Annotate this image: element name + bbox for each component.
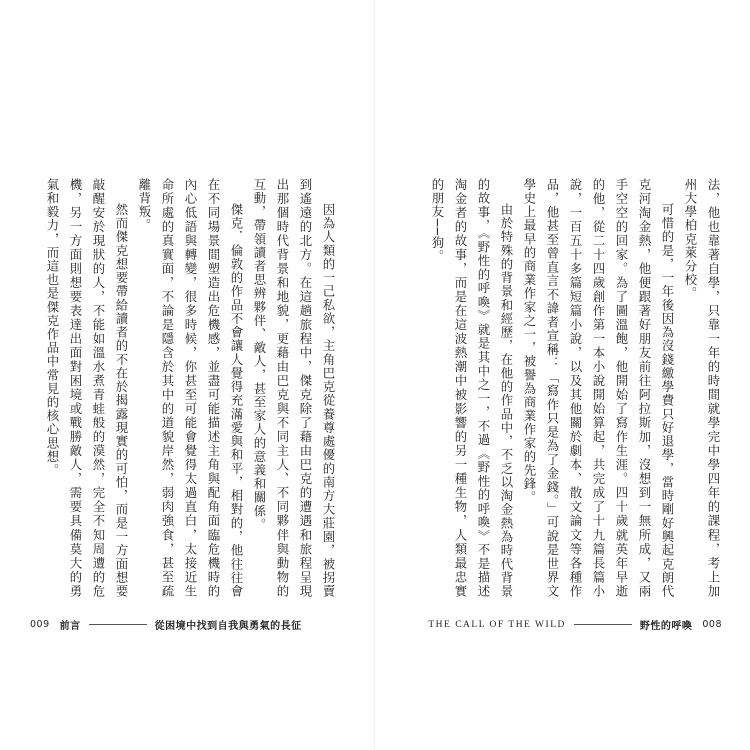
right-page-footer: [428, 617, 722, 632]
paragraph: 因為人類的一己私欲，主角巴克從養尊處優的南方大莊園，被拐賣到遙遠的北方。在這趟旅程中，傑克除了藉由巴克的遭遇和旅程呈現出那個時代背景和地貌，更藉由巴克與不同主人、不同夥伴與動物的互動，帶領讀者思辨夥伴、敵人，甚至家人的意義和關係。: [252, 178, 336, 598]
left-page-footer: [30, 617, 302, 632]
book-title-en: THE CALL OF THE WILD: [428, 619, 566, 630]
paragraph: 由於特殊的背景和經歷，在他的作品中，不乏以淘金熱為時代背景的故事，《野性的呼喚》就是其中之一，不過《野性的呼喚》不是描述淘金者的故事，而是在這波熱潮中被影響的另一種生物，人類最忠實的朋友──狗。: [430, 178, 514, 598]
paragraph: 傑克．倫敦的作品不會讓人覺得充滿愛與和平，相對的，他往往會在不同場景間塑造出危機感，並盡可能描述主角與配角面臨危機時的內心低語與轉變，很多時候，你甚至可能會覺得太過直白，太接近生命所處的真實面，不論是隱含於其中的道貌岸然，弱肉強食，甚至疏離背叛。: [137, 178, 244, 598]
chapter-title: 從困境中找到自我與勇氣的長征: [154, 621, 302, 632]
right-page: [375, 0, 750, 750]
page-number: 009: [30, 619, 50, 630]
footer-rule: [89, 624, 147, 625]
book-title-zh: 野性的呼喚: [639, 621, 693, 632]
left-page-body: [40, 178, 340, 598]
paragraph: 可惜的是，一年後因為沒錢繳學費只好退學，當時剛好興起克朗代克河淘金熱，他便跟著好朋友前往阿拉斯加，沒想到一無所成，又兩手空空的回家。為了圖溫飽，他開始了寫作生涯。四十歲就英年早逝的他，從二十四歲創作第一本小說開始算起，共完成了十九篇長篇小說，一百五十多篇短篇小說，以及其他關於劇本、散文論文等各種作品，他甚至曾直言不諱者宣稱：「寫作只是為了金錢。」可說是世界文學史上最早的商業作家之一，被譽為商業作家的先鋒。: [522, 178, 675, 598]
section-label: 前言: [59, 621, 81, 632]
footer-rule: [574, 624, 632, 625]
paragraph: 法，他也靠著自學，只靠一年的時間就學完中學四年的課程，考上加州大學柏克萊分校。: [683, 178, 721, 598]
page-number: 008: [702, 619, 722, 630]
paragraph: 然而傑克想要帶給讀者的不在於揭露現實的可怕，而是一方面想要敲醒安於現狀的人，不能如溫水煮青蛙般的漠然，完全不知周遭的危機，另一方面則想要表達出面對困境或戰勝敵人，需要具備莫大的勇氣和毅力，而這也是傑克作品中常見的核心思想。: [45, 178, 129, 598]
right-page-body: [425, 178, 725, 598]
